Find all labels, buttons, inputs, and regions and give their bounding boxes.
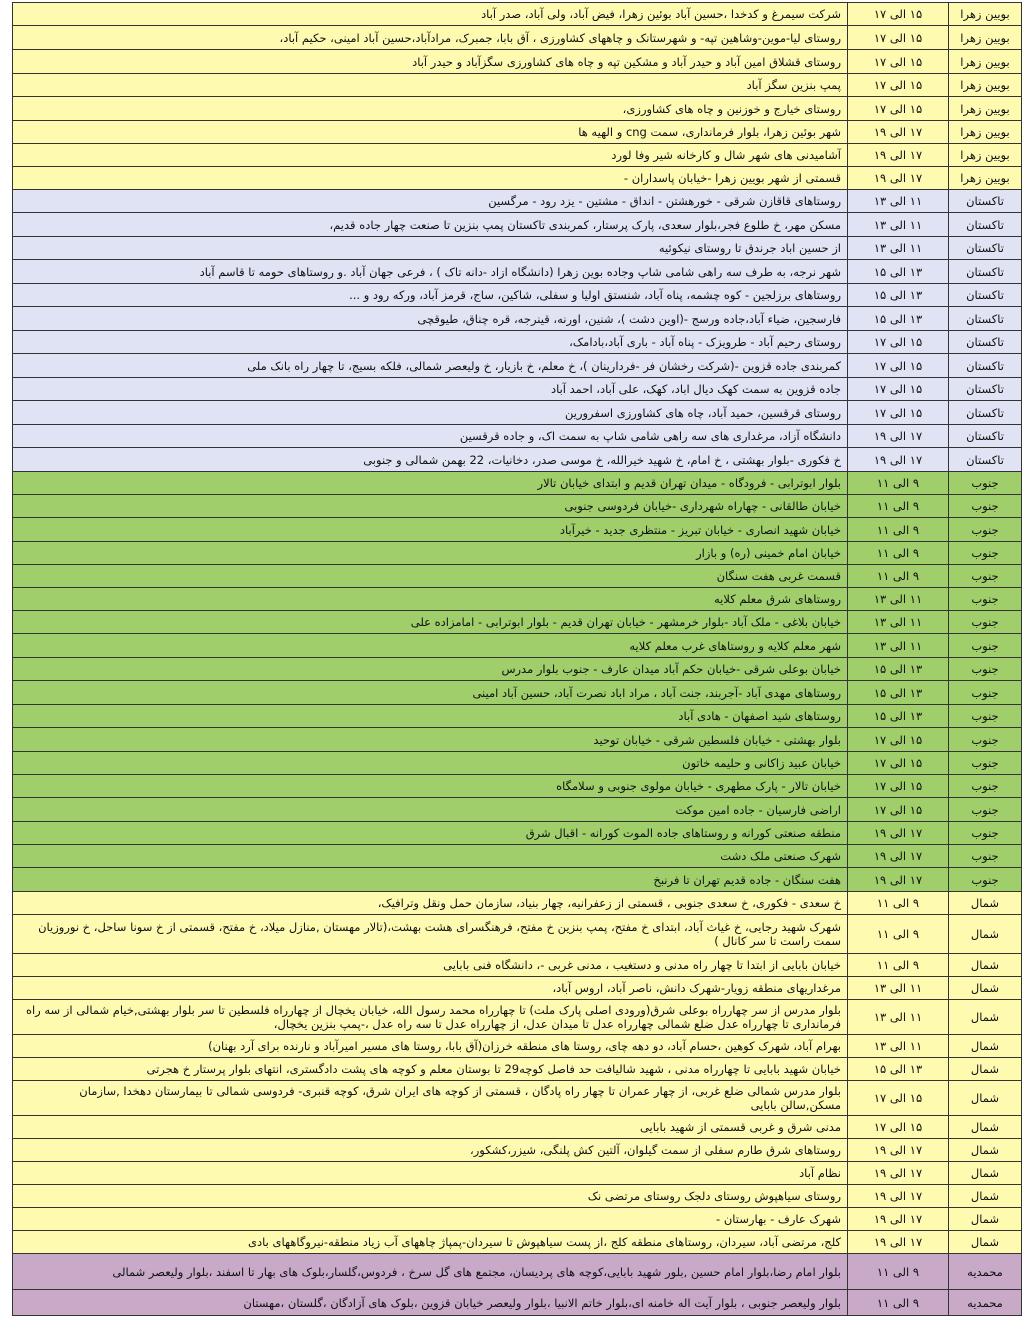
area-cell: روستای خیارج و خوزنین و چاه های کشاورزی، xyxy=(13,97,848,121)
region-cell: جنوب xyxy=(949,845,1022,868)
region-cell: تاکستان xyxy=(949,190,1022,213)
table-row xyxy=(13,1035,1022,1058)
time-cell: ۱۱ الی ۱۳ xyxy=(848,190,949,213)
area-cell: خیابان بلاغی - ملک آباد -بلوار خرمشهر - خیابان تهران قدیم - بلوار ابوترابی - امامزاده علی xyxy=(13,611,848,634)
area-cell: اراضی فارسیان - جاده امین موکت xyxy=(13,798,848,822)
table-row xyxy=(13,634,1022,658)
table-row xyxy=(13,954,1022,977)
region-cell: جنوب xyxy=(949,518,1022,542)
area-cell: روستاهای قاقازن شرقی - خورهشتن - انداق - مشتین - یزد رود - مرگسین xyxy=(13,190,848,213)
table-row xyxy=(13,1058,1022,1081)
time-cell: ۱۵ الی ۱۷ xyxy=(848,50,949,74)
area-cell: خیابان امام خمینی (ره) و بازار xyxy=(13,542,848,565)
time-cell: ۱۵ الی ۱۷ xyxy=(848,1116,949,1139)
area-cell: آشامیدنی های شهر شال و کارخانه شیر وفا لورد xyxy=(13,144,848,167)
region-cell: تاکستان xyxy=(949,378,1022,401)
time-cell: ۱۷ الی ۱۹ xyxy=(848,1139,949,1162)
region-cell: شمال xyxy=(949,915,1022,954)
time-cell: ۱۵ الی ۱۷ xyxy=(848,1081,949,1116)
area-cell: بلوار مدرس از سر چهارراه بوعلی شرق(ورودی اصلی پارک ملت) تا چهارراه محمد رسول الله، خیابان یخچال از چهارراه فلسطین تا سر بلوار بهشتی,خیام شمالی از سه راه فرمانداری تا چهارراه عدل ضلع شمالی چهارراه عدل تا میدان عدل، از چهارراه عدل تا سه راه عدل ،-پمپ بنزین یخچال، xyxy=(13,1000,848,1035)
time-cell: ۱۵ الی ۱۷ xyxy=(848,401,949,425)
time-cell: ۱۷ الی ۱۹ xyxy=(848,1162,949,1185)
table-row xyxy=(13,1254,1022,1290)
time-cell: ۱۵ الی ۱۷ xyxy=(848,752,949,775)
time-cell: ۹ الی ۱۱ xyxy=(848,518,949,542)
region-cell: شمال xyxy=(949,892,1022,915)
time-cell: ۱۳ الی ۱۵ xyxy=(848,705,949,728)
table-row xyxy=(13,1231,1022,1254)
time-cell: ۱۳ الی ۱۵ xyxy=(848,284,949,307)
area-cell: روستای سیاهپوش روستای دلجک روستای مرتضی نک xyxy=(13,1185,848,1208)
area-cell: بلوار ابوترابی - فرودگاه - میدان تهران قدیم و ابتدای خیابان تالار xyxy=(13,472,848,495)
time-cell: ۹ الی ۱۱ xyxy=(848,954,949,977)
time-cell: ۱۳ الی ۱۵ xyxy=(848,260,949,284)
area-cell: روستاهای مهدی آباد -آجربند، جنت آباد ، مراد اباد نصرت آباد، حسین آباد امینی xyxy=(13,681,848,705)
table-row xyxy=(13,752,1022,775)
area-cell: خ فکوری -بلوار بهشتی ، خ امام، خ شهید خیرالله، خ موسی صدر، دخانیات، 22 بهمن شمالی و جنوبی xyxy=(13,448,848,472)
time-cell: ۱۱ الی ۱۳ xyxy=(848,634,949,658)
table-row xyxy=(13,425,1022,448)
area-cell: روستای قشلاق امین آباد و حیدر آباد و مشکین تپه و چاه های کشاورزی سگزآباد و حیدر آباد xyxy=(13,50,848,74)
table-row xyxy=(13,518,1022,542)
time-cell: ۱۱ الی ۱۳ xyxy=(848,1035,949,1058)
region-cell: تاکستان xyxy=(949,448,1022,472)
region-cell: تاکستان xyxy=(949,237,1022,260)
time-cell: ۱۳ الی ۱۵ xyxy=(848,1058,949,1081)
table-row xyxy=(13,1000,1022,1035)
area-cell: روستاهای شرق طارم سفلی از سمت گیلوان، آلتین کش پلنگی، شیزر،کشکور، xyxy=(13,1139,848,1162)
time-cell: ۱۵ الی ۱۷ xyxy=(848,798,949,822)
area-cell: بلوار مدرس شمالی ضلع غربی، از چهار عمران تا چهار راه پادگان ، قسمتی از کوچه های ایران شرق، کوچه قنبری- فردوسی شمالی تا بیمارستان دهخدا ,سازمان مسکن,سالن بابایی xyxy=(13,1081,848,1116)
table-row xyxy=(13,401,1022,425)
region-cell: جنوب xyxy=(949,658,1022,681)
region-cell: جنوب xyxy=(949,472,1022,495)
region-cell: شمال xyxy=(949,1208,1022,1231)
area-cell: خ سعدی - فکوری، خ سعدی جنوبی ، قسمتی از زعفرانیه، چهار بنیاد، سازمان حمل ونقل وترافیک، xyxy=(13,892,848,915)
table-row xyxy=(13,1208,1022,1231)
region-cell: بویین زهرا xyxy=(949,74,1022,97)
region-cell: جنوب xyxy=(949,752,1022,775)
table-row xyxy=(13,448,1022,472)
region-cell: شمال xyxy=(949,1231,1022,1254)
area-cell: شهر معلم کلایه و روستاهای غرب معلم کلایه xyxy=(13,634,848,658)
area-cell: مسکن مهر، خ طلوع فجر،بلوار سعدی، پارک پرستار، کمربندی تاکستان پمپ بنزین تا صنعت چهار جاده قدیم، xyxy=(13,213,848,237)
area-cell: خیابان شهید بابایی تا چهارراه مدنی ، شهید شالیافت حد فاصل کوچه29 تا بوستان معلم و کوچه های پشت دادگستری، انتهای بلوار پرستار خ هجرتی xyxy=(13,1058,848,1081)
table-row xyxy=(13,3,1022,26)
region-cell: محمدیه xyxy=(949,1254,1022,1290)
area-cell: روستاهای شرق معلم کلایه xyxy=(13,588,848,611)
time-cell: ۱۷ الی ۱۹ xyxy=(848,1208,949,1231)
region-cell: جنوب xyxy=(949,681,1022,705)
table-row xyxy=(13,472,1022,495)
table-row xyxy=(13,354,1022,378)
region-cell: بویین زهرا xyxy=(949,50,1022,74)
table-row xyxy=(13,307,1022,331)
area-cell: خیابان عبید زاکانی و حلیمه خاتون xyxy=(13,752,848,775)
table-row xyxy=(13,284,1022,307)
region-cell: شمال xyxy=(949,1162,1022,1185)
table-row xyxy=(13,26,1022,50)
time-cell: ۱۳ الی ۱۵ xyxy=(848,307,949,331)
table-row xyxy=(13,658,1022,681)
time-cell: ۱۳ الی ۱۵ xyxy=(848,681,949,705)
area-cell: شهرک شهید رجایی، خ غیاث آباد، ابتدای خ مفتح، پمپ بنزین خ مفتح، فرهنگسرای هشت بهشت،(تالار مهستان ,منازل میلاد، خ مفتح، قسمتی از خ سونا ساحل، خ نوروزیان سمت راست تا سر کانال ) xyxy=(13,915,848,954)
time-cell: ۱۵ الی ۱۷ xyxy=(848,74,949,97)
time-cell: ۱۵ الی ۱۷ xyxy=(848,3,949,26)
table-row xyxy=(13,845,1022,868)
region-cell: بویین زهرا xyxy=(949,167,1022,190)
time-cell: ۱۷ الی ۱۹ xyxy=(848,121,949,144)
region-cell: جنوب xyxy=(949,611,1022,634)
time-cell: ۱۷ الی ۱۹ xyxy=(848,167,949,190)
table-row xyxy=(13,977,1022,1000)
time-cell: ۱۳ الی ۱۵ xyxy=(848,658,949,681)
table-row xyxy=(13,213,1022,237)
table-row xyxy=(13,611,1022,634)
table-row xyxy=(13,681,1022,705)
region-cell: جنوب xyxy=(949,705,1022,728)
region-cell: جنوب xyxy=(949,775,1022,798)
area-cell: روستای رحیم آباد - طرویزک - پناه آباد - باری آباد،بادامک، xyxy=(13,331,848,354)
area-cell: منطقه صنعتی کورانه و روستاهای جاده الموت کورانه - اقبال شرق xyxy=(13,822,848,845)
time-cell: ۹ الی ۱۱ xyxy=(848,1254,949,1290)
region-cell: تاکستان xyxy=(949,425,1022,448)
table-row xyxy=(13,495,1022,518)
time-cell: ۹ الی ۱۱ xyxy=(848,542,949,565)
table-row xyxy=(13,822,1022,845)
table-row xyxy=(13,1139,1022,1162)
region-cell: جنوب xyxy=(949,588,1022,611)
area-cell: بهرام آباد، شهرک کوهین ،حسام آباد، دو دهه چای، روستا های منطقه خرزان(آق بابا، روستا های مسیر امیرآباد و نارنده برای آرد بهنان) xyxy=(13,1035,848,1058)
region-cell: شمال xyxy=(949,1058,1022,1081)
area-cell: بلوار ولیعصر جنوبی ، بلوار آیت اله خامنه ای،بلوار خاتم الانبیا ،بلوار ولیعصر خیابان قزوین ،بلوک های آزادگان ،گلستان ،مهستان xyxy=(13,1290,848,1316)
time-cell: ۱۱ الی ۱۳ xyxy=(848,588,949,611)
area-cell: روستای قرقسین، حمید آباد، چاه های کشاورزی اسفرورین xyxy=(13,401,848,425)
table-row xyxy=(13,892,1022,915)
area-cell: قسمت غربی هفت سنگان xyxy=(13,565,848,588)
table-row xyxy=(13,144,1022,167)
table-row xyxy=(13,237,1022,260)
region-cell: جنوب xyxy=(949,822,1022,845)
table-row xyxy=(13,167,1022,190)
area-cell: از حسین اباد جرندق تا روستای نیکوئیه xyxy=(13,237,848,260)
table-row xyxy=(13,74,1022,97)
region-cell: تاکستان xyxy=(949,331,1022,354)
area-cell: نظام آباد xyxy=(13,1162,848,1185)
table-row xyxy=(13,728,1022,752)
region-cell: محمدیه xyxy=(949,1290,1022,1316)
region-cell: جنوب xyxy=(949,542,1022,565)
table-row xyxy=(13,1116,1022,1139)
area-cell: روستای لیا-موین-وشاهین تپه- و شهرستانک و چاههای کشاورزی ، آق بابا، جمبرک، مرادآباد،حسین آباد امینی، حکیم آباد، xyxy=(13,26,848,50)
region-cell: تاکستان xyxy=(949,354,1022,378)
time-cell: ۹ الی ۱۱ xyxy=(848,1290,949,1316)
area-cell: دانشگاه آزاد، مرغداری های سه راهی شامی شاپ به سمت اک، و جاده قرقسین xyxy=(13,425,848,448)
time-cell: ۱۷ الی ۱۹ xyxy=(848,1231,949,1254)
table-row xyxy=(13,705,1022,728)
table-row xyxy=(13,775,1022,798)
area-cell: بلوار امام رضا،بلوار امام حسین ,بلور شهید بابایی،کوچه های پردیسان، مجتمع های گل سرخ ، فردوس،گلسار،بلوک های بهار تا اسفند ،بلوار ولیعصر شمالی xyxy=(13,1254,848,1290)
time-cell: ۹ الی ۱۱ xyxy=(848,915,949,954)
area-cell: پمپ بنزین سگز آباد xyxy=(13,74,848,97)
table-row xyxy=(13,97,1022,121)
area-cell: کلج، مرتضی آباد، سیردان، روستاهای منطقه کلج ،از پست سیاهپوش تا سیردان-پمپاژ چاههای آب زیاد منطقه-نیروگاههای بادی xyxy=(13,1231,848,1254)
area-cell: روستاهای برزلجین - کوه چشمه، پناه آباد، شنستق اولیا و سفلی، شاکین، ساج، قرمز آباد، ورکه رود و ... xyxy=(13,284,848,307)
region-cell: تاکستان xyxy=(949,401,1022,425)
area-cell: فارسجین، ضیاء آباد،جاده ورسج -(اوین دشت )، شنین، اورنه، قینرجه، قره چناق، طیوقچی xyxy=(13,307,848,331)
time-cell: ۱۷ الی ۱۹ xyxy=(848,144,949,167)
table-row xyxy=(13,1290,1022,1316)
region-cell: شمال xyxy=(949,1081,1022,1116)
area-cell: خیابان بوعلی شرقی -خیابان حکم آباد میدان عارف - جنوب بلوار مدرس xyxy=(13,658,848,681)
region-cell: تاکستان xyxy=(949,260,1022,284)
time-cell: ۱۵ الی ۱۷ xyxy=(848,775,949,798)
region-cell: شمال xyxy=(949,1035,1022,1058)
area-cell: کمربندی جاده قزوین -(شرکت رخشان فر -فردارینان )، خ معلم، خ بازیار، خ ولیعصر شمالی، فلکه بسیج، تا چهار راه بانک ملی xyxy=(13,354,848,378)
table-row xyxy=(13,542,1022,565)
area-cell: روستاهای شید اصفهان - هادی آباد xyxy=(13,705,848,728)
area-cell: شرکت سیمرغ و کدخدا ،حسین آباد بوئین زهرا، فیض آباد، ولی آباد، صدر آباد xyxy=(13,3,848,26)
time-cell: ۱۷ الی ۱۹ xyxy=(848,868,949,892)
area-cell: شهر بوئین زهرا، بلوار فرمانداری، سمت cng و الهیه ها xyxy=(13,121,848,144)
region-cell: جنوب xyxy=(949,798,1022,822)
region-cell: شمال xyxy=(949,1139,1022,1162)
time-cell: ۱۵ الی ۱۷ xyxy=(848,354,949,378)
region-cell: تاکستان xyxy=(949,284,1022,307)
region-cell: جنوب xyxy=(949,868,1022,892)
area-cell: خیابان تالار - پارک مطهری - خیابان مولوی جنوبی و سلامگاه xyxy=(13,775,848,798)
region-cell: تاکستان xyxy=(949,307,1022,331)
table-row xyxy=(13,260,1022,284)
time-cell: ۱۷ الی ۱۹ xyxy=(848,448,949,472)
table-row xyxy=(13,1081,1022,1116)
time-cell: ۱۵ الی ۱۷ xyxy=(848,97,949,121)
region-cell: بویین زهرا xyxy=(949,144,1022,167)
time-cell: ۱۵ الی ۱۷ xyxy=(848,331,949,354)
area-cell: قسمتی از شهر بویین زهرا -خیابان پاسداران - xyxy=(13,167,848,190)
time-cell: ۹ الی ۱۱ xyxy=(848,565,949,588)
table-row xyxy=(13,331,1022,354)
time-cell: ۱۵ الی ۱۷ xyxy=(848,26,949,50)
time-cell: ۱۱ الی ۱۳ xyxy=(848,977,949,1000)
area-cell: بلوار بهشتی - خیابان فلسطین شرقی - خیابان توحید xyxy=(13,728,848,752)
region-cell: تاکستان xyxy=(949,213,1022,237)
time-cell: ۹ الی ۱۱ xyxy=(848,892,949,915)
time-cell: ۱۱ الی ۱۳ xyxy=(848,611,949,634)
time-cell: ۱۵ الی ۱۷ xyxy=(848,378,949,401)
region-cell: شمال xyxy=(949,1000,1022,1035)
region-cell: جنوب xyxy=(949,728,1022,752)
time-cell: ۱۱ الی ۱۳ xyxy=(848,237,949,260)
time-cell: ۱۷ الی ۱۹ xyxy=(848,425,949,448)
region-cell: شمال xyxy=(949,1116,1022,1139)
time-cell: ۱۱ الی ۱۳ xyxy=(848,213,949,237)
table-row xyxy=(13,868,1022,892)
area-cell: شهرک صنعتی ملک دشت xyxy=(13,845,848,868)
region-cell: شمال xyxy=(949,977,1022,1000)
region-cell: جنوب xyxy=(949,565,1022,588)
region-cell: بویین زهرا xyxy=(949,97,1022,121)
table-row xyxy=(13,378,1022,401)
time-cell: ۱۷ الی ۱۹ xyxy=(848,845,949,868)
region-cell: جنوب xyxy=(949,634,1022,658)
area-cell: خیابان طالقانی - چهاراه شهرداری -خیابان فردوسی جنوبی xyxy=(13,495,848,518)
table-row xyxy=(13,1185,1022,1208)
time-cell: ۹ الی ۱۱ xyxy=(848,495,949,518)
table-row xyxy=(13,1162,1022,1185)
region-cell: شمال xyxy=(949,1185,1022,1208)
time-cell: ۱۷ الی ۱۹ xyxy=(848,822,949,845)
region-cell: بویین زهرا xyxy=(949,26,1022,50)
region-cell: بویین زهرا xyxy=(949,121,1022,144)
area-cell: خیابان بابایی از ابتدا تا چهار راه مدنی و دستغیب ، مدنی غربی -، دانشگاه فنی بابایی xyxy=(13,954,848,977)
area-cell: جاده قزوین به سمت کهک دیال اباد، کهک، علی آباد، احمد آباد xyxy=(13,378,848,401)
table-row xyxy=(13,798,1022,822)
time-cell: ۱۱ الی ۱۳ xyxy=(848,1000,949,1035)
table-row xyxy=(13,121,1022,144)
region-cell: بویین زهرا xyxy=(949,3,1022,26)
table-row xyxy=(13,50,1022,74)
table-row xyxy=(13,915,1022,954)
time-cell: ۹ الی ۱۱ xyxy=(848,472,949,495)
time-cell: ۱۵ الی ۱۷ xyxy=(848,728,949,752)
blackout-schedule-table xyxy=(12,2,1022,1316)
region-cell: شمال xyxy=(949,954,1022,977)
table-row xyxy=(13,588,1022,611)
time-cell: ۱۷ الی ۱۹ xyxy=(848,1185,949,1208)
area-cell: هفت سنگان - جاده قدیم تهران تا فرنبخ xyxy=(13,868,848,892)
area-cell: مدنی شرق و غربی قسمتی از شهید بابایی xyxy=(13,1116,848,1139)
table-row xyxy=(13,190,1022,213)
area-cell: مرغداریهای منطقه زویار-شهرک دانش، ناصر آباد، اروس آباد، xyxy=(13,977,848,1000)
region-cell: جنوب xyxy=(949,495,1022,518)
area-cell: شهر نرجه، به طرف سه راهی شامی شاپ وجاده بوین زهرا (دانشگاه ازاد -دانه تاک ) ، فرعی جهان آباد .و روستاهای حومه تا قاسم آباد xyxy=(13,260,848,284)
area-cell: خیابان شهید انصاری - خیابان تبریز - منتظری جدید - خیرآباد xyxy=(13,518,848,542)
table-row xyxy=(13,565,1022,588)
area-cell: شهرک عارف - بهارستان - xyxy=(13,1208,848,1231)
